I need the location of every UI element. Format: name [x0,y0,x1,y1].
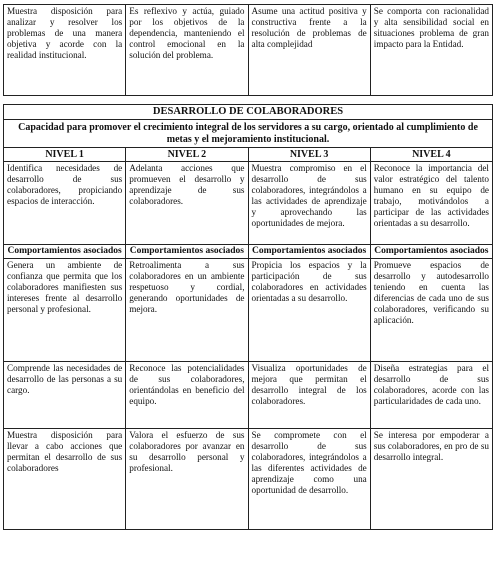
behaviors-header-1: Comportamientos asociados [4,245,126,259]
table-row [4,162,493,245]
level-description-4: Reconoce la importancia del valor estratégico del talento humano en su equipo de trabajo, motivándolos a participar de las actividades orientadas a su desarrollo. [370,162,492,245]
table-row [4,429,493,530]
table-row [4,105,493,120]
behavior-cell: Propicia los espacios y la participación de sus colaboradores en actividades orientadas a su desarrollo. [248,259,370,362]
behavior-cell: Muestra disposición para llevar a cabo acciones que permitan el desarrollo de sus colaboradores [4,429,126,530]
behavior-cell: Diseña estrategias para el desarrollo de sus colaboradores, acorde con las particularidades de cada uno. [370,362,492,429]
top-cell-nivel-2: Es reflexivo y actúa, guiado por los objetivos de la dependencia, manteniendo el control emocional en la solución del problema. [126,5,248,96]
level-header-4: NIVEL 4 [370,148,492,162]
table-row [4,245,493,259]
level-description-1: Identifica necesidades de desarrollo de sus colaboradores, propiciando espacios de interacción. [4,162,126,245]
behavior-cell: Reconoce las potencialidades de sus colaboradores, orientándolas en beneficio del equipo. [126,362,248,429]
collaborator-development-table [3,104,493,530]
level-description-3: Muestra compromiso en el desarrollo de sus colaboradores, integrándolos a las actividades de aprendizaje y aprovechando las oportunidades de mejora. [248,162,370,245]
top-cell-nivel-3: Asume una actitud positiva y constructiva frente a la resolución de problemas de alta complejidad [248,5,370,96]
behavior-cell: Se compromete con el desarrollo de sus colaboradores, integrándolos a las diferentes actividades de aprendizaje como una oportunidad de desarrollo. [248,429,370,530]
behavior-cell: Se interesa por empoderar a sus colaboradores, en pro de su desarrollo integral. [370,429,492,530]
top-cell-nivel-1: Muestra disposición para analizar y resolver los problemas de una manera objetiva y acorde con la realidad institucional. [4,5,126,96]
level-description-2: Adelanta acciones que promueven el desarrollo y aprendizaje de sus colaboradores. [126,162,248,245]
top-cell-nivel-4: Se comporta con racionalidad y alta sensibilidad social en situaciones problema de gran impacto para la Entidad. [370,5,492,96]
competency-definition: Capacidad para promover el crecimiento integral de los servidores a su cargo, orientado al cumplimiento de metas y el mejoramiento institucional. [4,120,493,148]
behavior-cell: Visualiza oportunidades de mejora que permitan el desarrollo integral de los colaboradores. [248,362,370,429]
behavior-cell: Promueve espacios de desarrollo y autodesarrollo teniendo en cuenta las diferencias de cada uno de sus colaboradores, verificando su aplicación. [370,259,492,362]
level-header-3: NIVEL 3 [248,148,370,162]
level-header-2: NIVEL 2 [126,148,248,162]
behavior-cell: Genera un ambiente de confianza que permita que los colaboradores manifiesten sus intereses frente al desarrollo personal y profesional. [4,259,126,362]
behavior-cell: Comprende las necesidades de desarrollo de las personas a su cargo. [4,362,126,429]
behaviors-header-2: Comportamientos asociados [126,245,248,259]
top-competency-table [3,4,493,96]
behaviors-header-3: Comportamientos asociados [248,245,370,259]
table-row [4,148,493,162]
competency-title: DESARROLLO DE COLABORADORES [4,105,493,120]
behaviors-header-4: Comportamientos asociados [370,245,492,259]
table-row [4,120,493,148]
table-row [4,362,493,429]
table-row [4,5,493,96]
behavior-cell: Retroalimenta a sus colaboradores en un ambiente respetuoso y cordial, generando oportunidades de mejora. [126,259,248,362]
level-header-1: NIVEL 1 [4,148,126,162]
behavior-cell: Valora el esfuerzo de sus colaboradores por avanzar en su desarrollo personal y profesional. [126,429,248,530]
table-row [4,259,493,362]
